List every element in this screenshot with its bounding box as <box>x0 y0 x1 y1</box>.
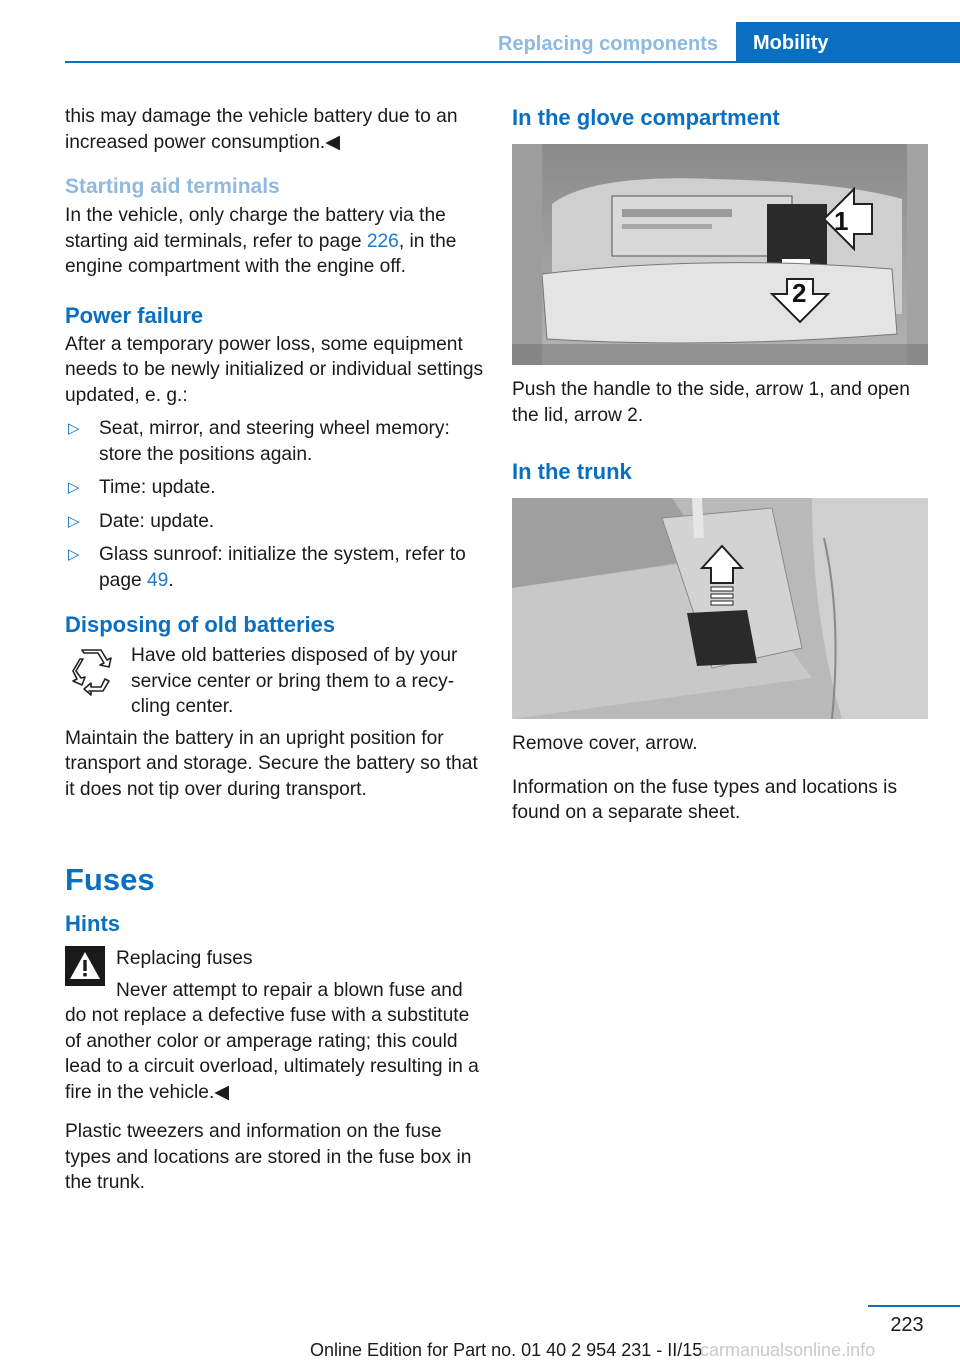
triangle-bullet-icon: ▷ <box>68 420 80 437</box>
hints-heading: Hints <box>65 911 120 936</box>
header-section-label: Replacing components <box>498 33 719 55</box>
list-item-text: Date: update. <box>99 510 215 532</box>
disposing-heading: Disposing of old batteries <box>65 612 336 637</box>
intro-paragraph: this may damage the vehicle battery due to an increased power consumption.◀ <box>65 106 458 153</box>
warning-text <box>65 978 485 1106</box>
trunk-text: Information on the fuse types and locations is found on a separate sheet. <box>512 776 898 823</box>
footer-rule <box>868 1305 960 1307</box>
triangle-bullet-icon: ▷ <box>68 546 80 563</box>
glove-arrow-1-label: 1 <box>834 206 849 236</box>
triangle-bullet-icon: ▷ <box>68 512 80 530</box>
watermark: carmanualsonline.info <box>700 1340 876 1360</box>
section-fuses <box>65 860 485 1196</box>
starting-aid-text-part: In the vehicle, only charge the battery via the starting aid terminals, refer to page <box>65 205 446 252</box>
glove-compartment-photo <box>512 144 928 365</box>
list-item-text: Time: update. <box>99 477 216 498</box>
glove-heading: In the glove compartment <box>512 105 780 130</box>
left-column <box>65 104 485 1210</box>
warning-text-body: Never attempt to repair a blown fuse and do not replace a defective fuse with a substitute of another color or amperage rating; this could lead to a circuit overload, ultimately resulting in a fire in the vehicle.◀ <box>65 979 479 1103</box>
starting-aid-text <box>65 203 485 280</box>
list-item-text: Glass sunroof: initialize the system, refer to page <box>99 544 466 591</box>
fuses-text: Plastic tweezers and information on the fuse types and locations are stored in the fuse box in the trunk. <box>65 1121 472 1193</box>
triangle-bullet-icon: ▷ <box>68 479 80 496</box>
recycle-note <box>65 643 485 720</box>
warning-title: Replacing fuses <box>116 948 253 969</box>
recycle-note-text: Have old batteries disposed of by your service center or bring them to a recycling center. <box>131 645 458 717</box>
warning-note <box>65 946 485 972</box>
power-failure-heading: Power failure <box>65 302 204 328</box>
section-disposing <box>65 611 485 802</box>
page-ref-link-49[interactable]: 49 <box>147 569 169 591</box>
right-column <box>512 104 930 840</box>
header-rule <box>65 61 960 63</box>
trunk-photo <box>512 498 928 719</box>
list-item <box>65 509 485 535</box>
list-item <box>65 416 485 467</box>
glove-arrow-2-label: 2 <box>792 278 807 308</box>
power-failure-text: After a temporary power loss, some equipment needs to be newly initialized or individual settings updated, e. g.: <box>65 333 484 406</box>
list-item-text: Seat, mirror, and steering wheel memory: store the positions again. <box>99 418 450 465</box>
page-number: 223 <box>890 1314 924 1336</box>
edition-note: Online Edition for Part no. 01 40 2 954 231 - II/15 <box>310 1340 703 1360</box>
list-item <box>65 542 485 593</box>
page-ref-link-226[interactable]: 226 <box>366 230 399 252</box>
warning-icon <box>65 946 105 994</box>
starting-aid-text-part: , in the engine compartment with the engine off. <box>65 230 457 277</box>
trunk-caption: Remove cover, arrow. <box>512 733 698 754</box>
fuses-heading: Fuses <box>65 862 155 897</box>
disposing-text: Maintain the battery in an upright position for transport and storage. Secure the battery so that it does not tip over during transport. <box>65 727 478 800</box>
trunk-heading: In the trunk <box>512 459 632 484</box>
starting-aid-heading: Starting aid terminals <box>65 175 280 198</box>
power-failure-list <box>65 416 485 593</box>
glove-caption: Push the handle to the side, arrow 1, and open the lid, arrow 2. <box>512 379 910 426</box>
section-starting-aid <box>65 173 485 280</box>
section-power-failure <box>65 302 485 594</box>
header-chapter-tab: Mobility <box>736 22 960 62</box>
list-item-text: . <box>168 569 174 591</box>
list-item <box>65 475 485 501</box>
recycle-icon <box>65 645 117 705</box>
